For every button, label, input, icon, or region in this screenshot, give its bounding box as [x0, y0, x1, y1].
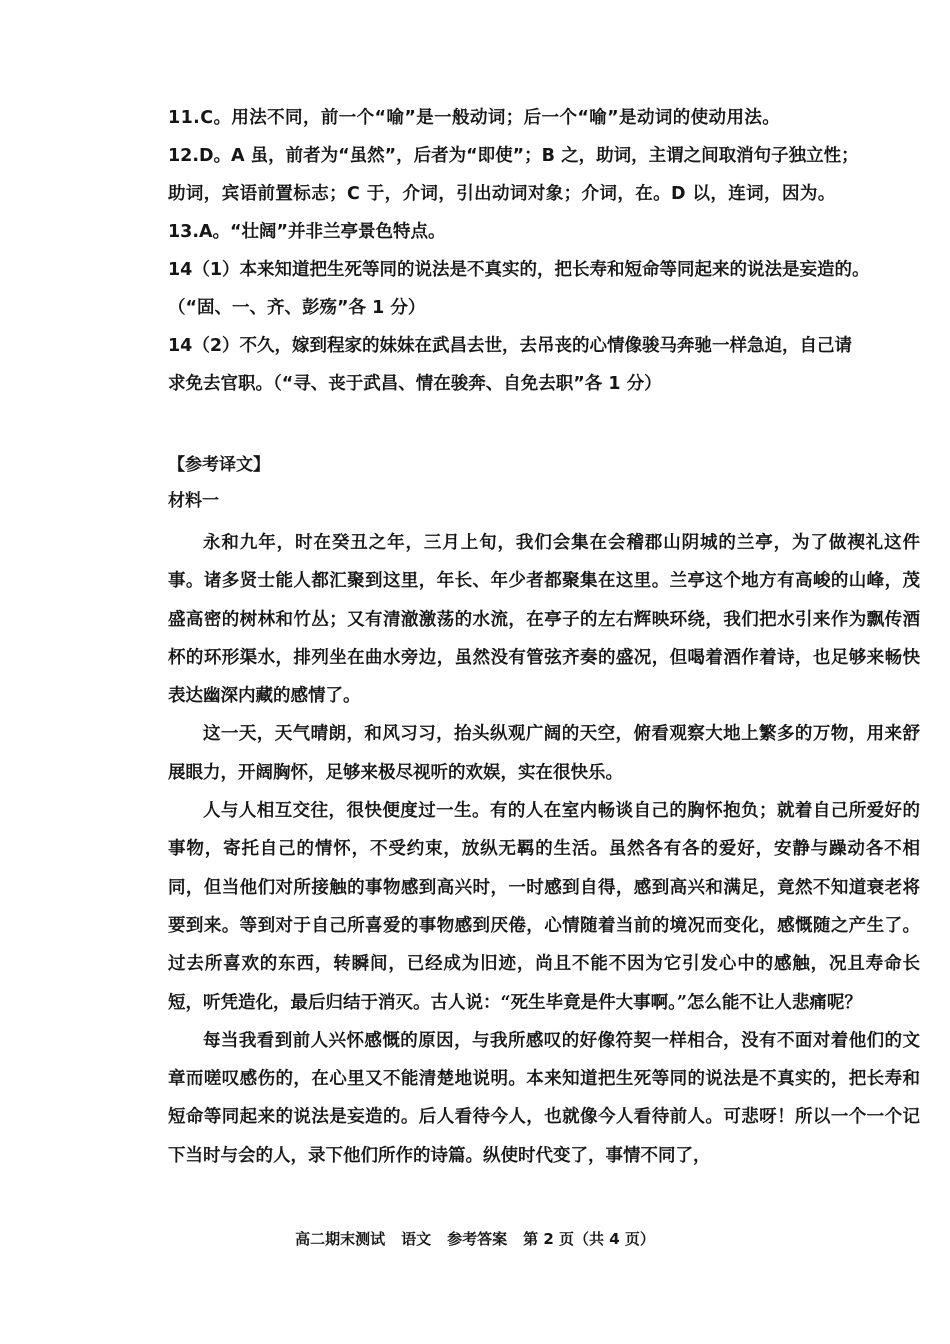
translation-body [168, 524, 920, 1175]
answer-line: 14（2）不久，嫁到程家的妹妹在武昌去世，去吊丧的心情像骏马奔驰一样急迫，自己请 [168, 336, 853, 356]
answer-line: 11.C。用法不同，前一个“喻”是一般动词；后一个“喻”是动词的使动用法。 [168, 108, 781, 128]
translation-paragraph: 永和九年，时在癸丑之年，三月上旬，我们会集在会稽郡山阴城的兰亭，为了做禊礼这件事。诸多贤士能人都汇聚到这里，年长、年少者都聚集在这里。兰亭这个地方有高峻的山峰，茂盛高密的树林和竹丛；又有清澈激荡的水流，在亭子的左右辉映环绕，我们把水引来作为飘传酒杯的环形渠水，排列坐在曲水旁边，虽然没有管弦齐奏的盛况，但喝着酒作着诗，也足够来畅快表达幽深内藏的感情了。 [168, 533, 920, 707]
footer-exam: 高二期末测试 [295, 1230, 386, 1248]
page-footer [0, 1228, 950, 1250]
footer-doc: 参考答案 [447, 1230, 508, 1248]
section-title: 【参考译文】 [168, 455, 270, 475]
material-label: 材料一 [168, 491, 219, 511]
answer-line: 12.D。A 虽，前者为“虽然”，后者为“即使”；B 之，助词，主谓之间取消句子独立性； [168, 146, 859, 166]
footer-page-number: 第 2 页（共 4 页） [523, 1230, 655, 1248]
translation-paragraph: 每当我看到前人兴怀感慨的原因，与我所感叹的好像符契一样相合，没有不面对着他们的文章而嗟叹感伤的，在心里又不能清楚地说明。本来知道把生死等同的说法是不真实的，把长寿和短命等同起来的说法是妄造的。后人看待今人，也就像今人看待前人。可悲呀！所以一个一个记下当时与会的人，录下他们所作的诗篇。纵使时代变了，事情不同了， [168, 1030, 920, 1166]
translation-paragraph: 这一天，天气晴朗，和风习习，抬头纵观广阔的天空，俯看观察大地上繁多的万物，用来舒展眼力，开阔胸怀，足够来极尽视听的欢娱，实在很快乐。 [168, 724, 920, 783]
answer-line: 13.A。“壮阔”并非兰亭景色特点。 [168, 222, 446, 242]
answer-key [168, 99, 928, 403]
footer-subject: 语文 [401, 1230, 432, 1248]
answer-line: （“固、一、齐、彭殇”各 1 分） [168, 298, 426, 318]
answer-line: 14（1）本来知道把生死等同的说法是不真实的，把长寿和短命等同起来的说法是妄造的。 [168, 260, 870, 280]
translation-paragraph: 人与人相互交往，很快便度过一生。有的人在室内畅谈自己的胸怀抱负；就着自己所爱好的事物，寄托自己的情怀，不受约束，放纵无羁的生活。虽然各有各的爱好，安静与躁动各不相同，但当他们对所接触的事物感到高兴时，一时感到自得，感到高兴和满足，竟然不知道衰老将要到来。等到对于自己所喜爱的事物感到厌倦，心情随着当前的境况而变化，感慨随之产生了。过去所喜欢的东西，转瞬间，已经成为旧迹，尚且不能不因为它引发心中的感触，况且寿命长短，听凭造化，最后归结于消灭。古人说：“死生毕竟是件大事啊。”怎么能不让人悲痛呢？ [168, 801, 920, 1013]
answer-line: 求免去官职。（“寻、丧于武昌、情在骏奔、自免去职”各 1 分） [168, 374, 662, 394]
answer-line: 助词，宾语前置标志；C 于，介词，引出动词对象；介词，在。D 以，连词，因为。 [168, 184, 836, 204]
